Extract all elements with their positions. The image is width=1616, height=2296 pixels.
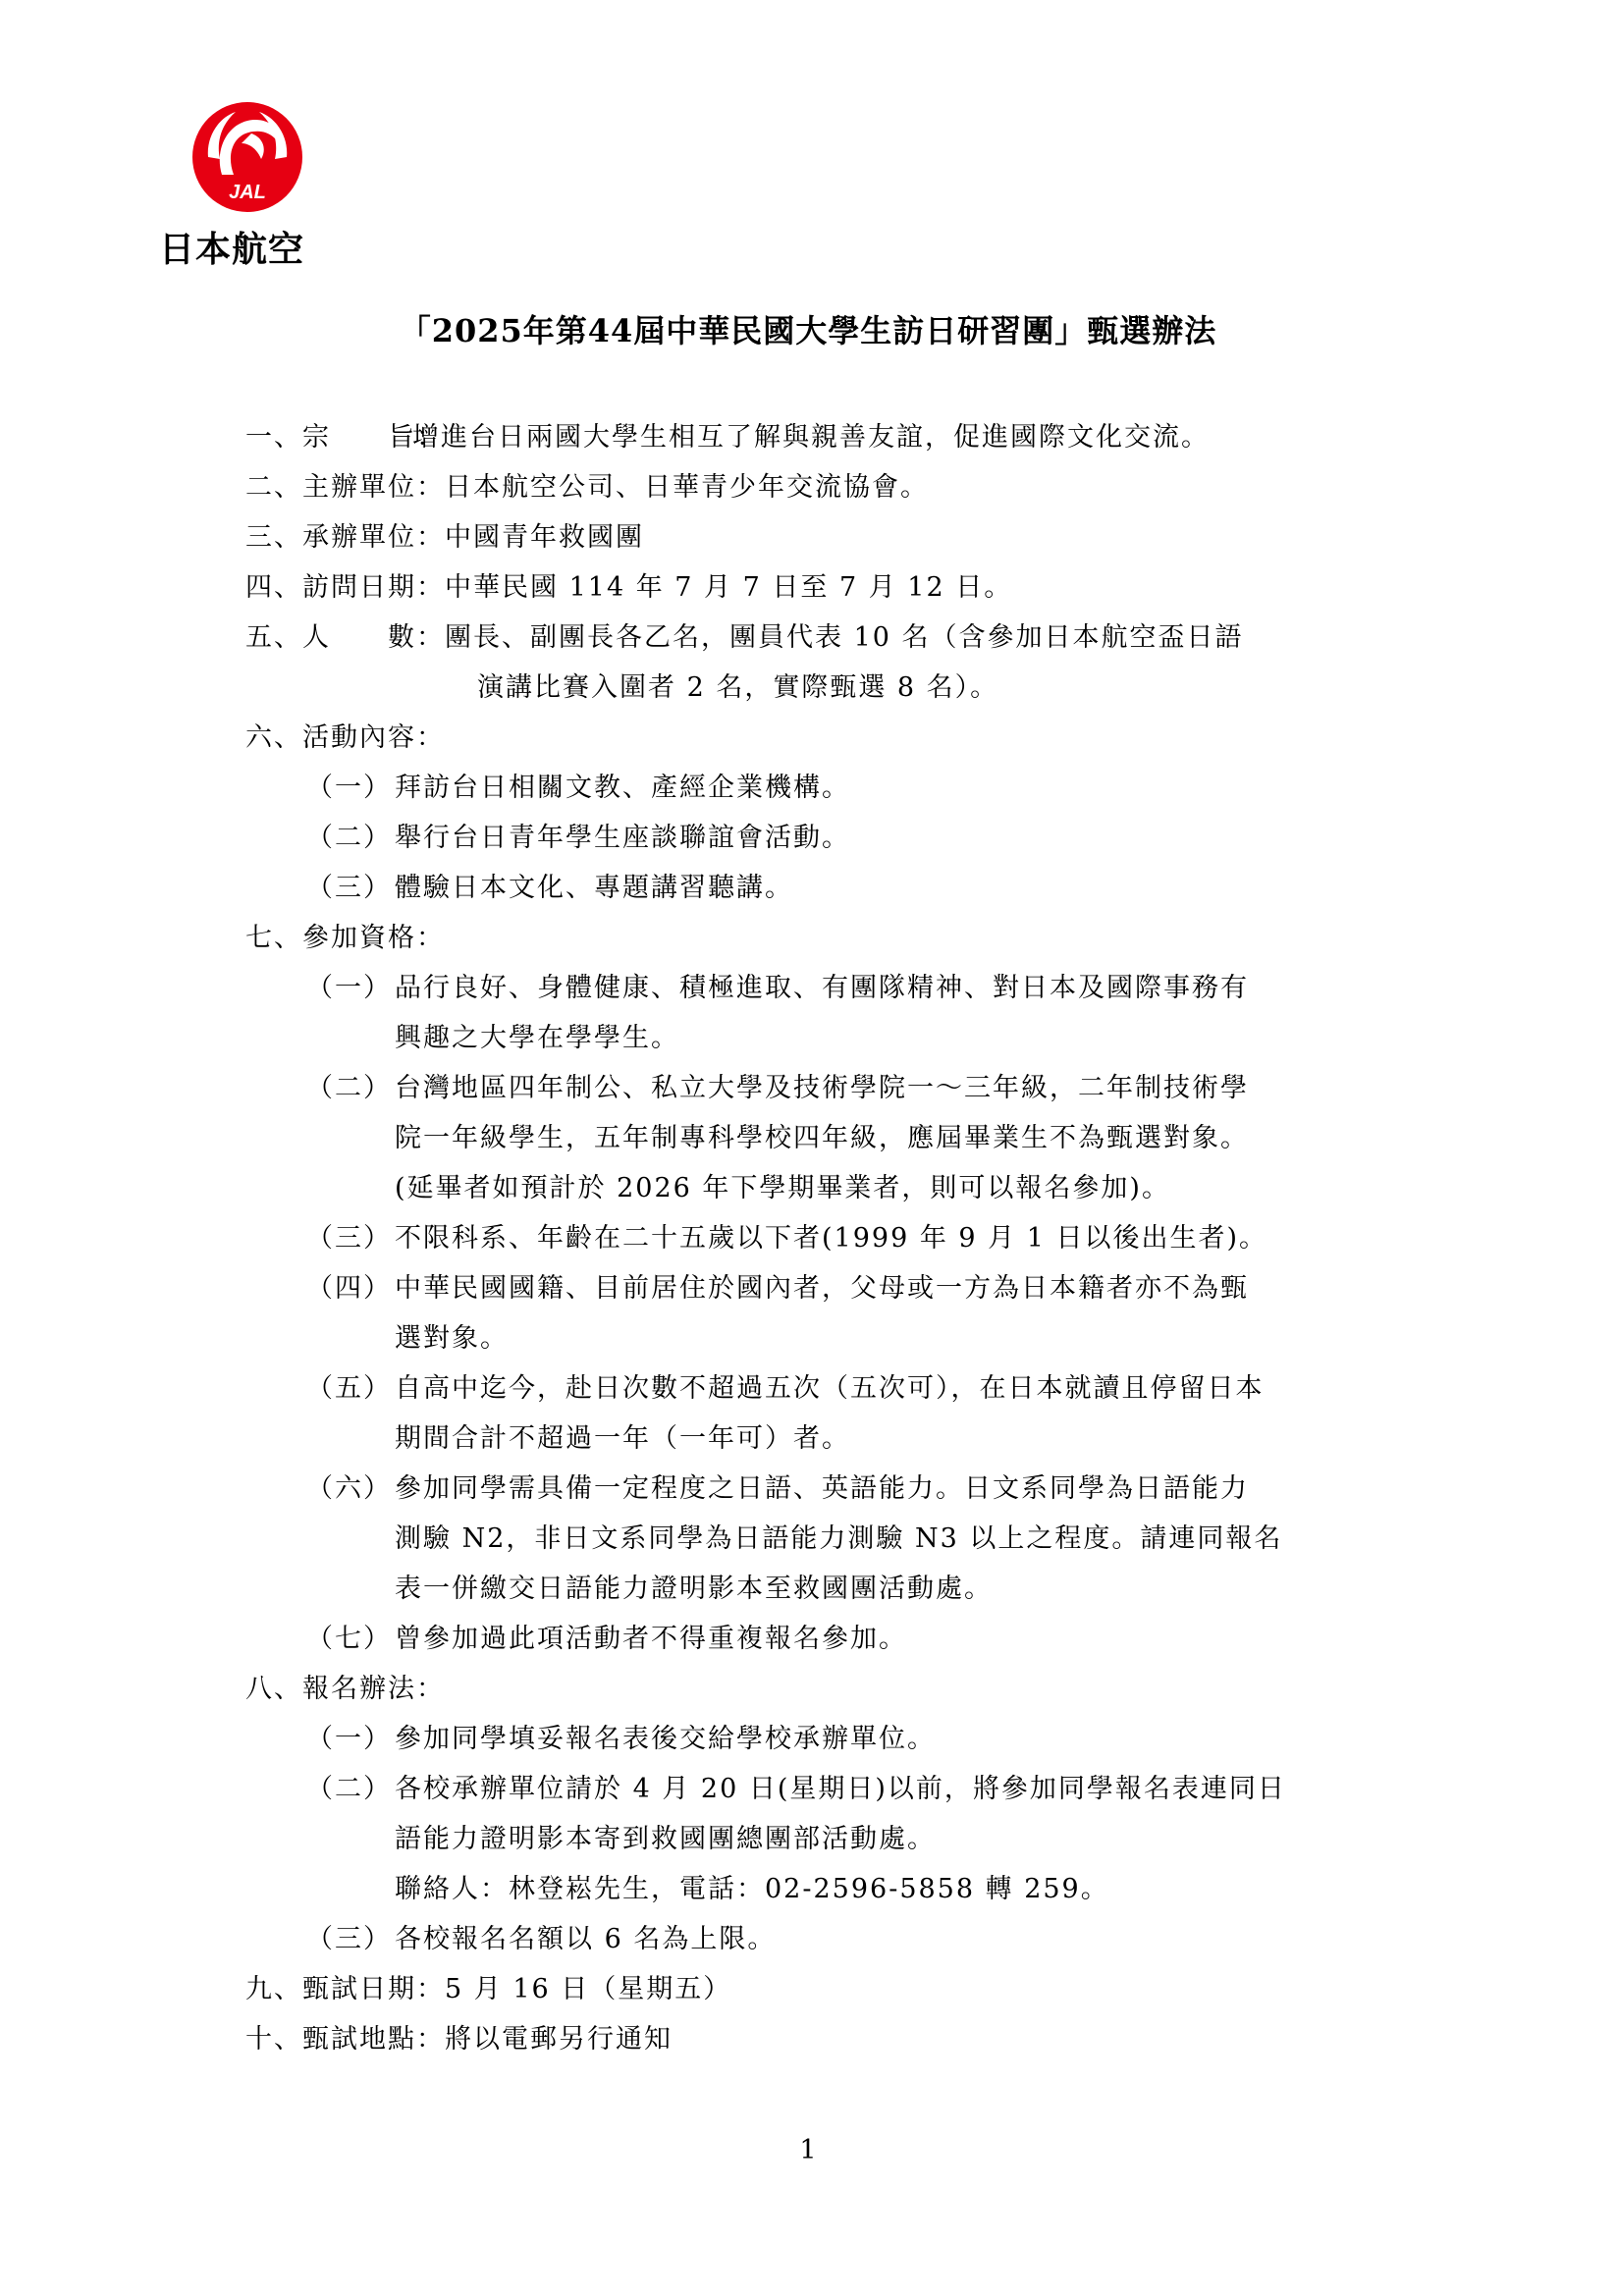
item-text-cont: 興趣之大學在學學生。 <box>395 1023 679 1053</box>
item-text: 曾參加過此項活動者不得重複報名參加。 <box>395 1624 907 1654</box>
section-text: 增進台日兩國大學生相互了解與親善友誼，促進國際文化交流。 <box>412 422 1210 453</box>
list-item <box>245 1914 1404 1964</box>
document-body <box>245 412 1404 2064</box>
item-label: （六） <box>306 1473 392 1504</box>
item-text: 拜訪台日相關文教、產經企業機構。 <box>395 773 850 803</box>
item-label: （七） <box>306 1624 392 1654</box>
page-number: 1 <box>799 2135 817 2165</box>
eligibility-list <box>245 963 1404 1664</box>
item-text: 自高中迄今，赴日次數不超過五次（五次可），在日本就讀且停留日本 <box>395 1373 1265 1404</box>
eligibility-heading: 七、參加資格： <box>245 923 445 953</box>
section-exam-date <box>245 1964 1404 2014</box>
item-text-cont: 期間合計不超過一年（一年可）者。 <box>395 1423 850 1454</box>
item-label: （一） <box>306 773 392 803</box>
crane-logo-icon <box>189 98 306 216</box>
section-label: 二、主辦單位： <box>245 472 445 503</box>
item-label: （三） <box>306 873 392 903</box>
item-label: （三） <box>306 1924 392 1954</box>
item-text: 各校承辦單位請於 4 月 20 日(星期日)以前，將參加同學報名表連同日 <box>395 1774 1286 1804</box>
section-label: 五、人 數： <box>245 622 445 653</box>
item-text: 參加同學填妥報名表後交給學校承辦單位。 <box>395 1724 936 1754</box>
section-purpose <box>245 412 1404 462</box>
jal-logo <box>159 98 336 272</box>
section-label: 九、甄試日期： <box>245 1974 445 2004</box>
list-item <box>245 863 1404 913</box>
list-item <box>245 1764 1404 1814</box>
section-text: 團長、副團長各乙名，團員代表 10 名（含參加日本航空盃日語 <box>445 622 1244 653</box>
logo-mark-text: JAL <box>229 182 266 203</box>
item-label: （一） <box>306 1724 392 1754</box>
item-label: （二） <box>306 1073 392 1103</box>
list-item <box>245 1614 1404 1664</box>
list-item <box>245 1363 1404 1414</box>
list-item <box>245 1714 1404 1764</box>
item-text-cont: 表一併繳交日語能力證明影本至救國團活動處。 <box>395 1574 993 1604</box>
item-text: 台灣地區四年制公、私立大學及技術學院一～三年級，二年制技術學 <box>395 1073 1249 1103</box>
item-text: 各校報名名額以 6 名為上限。 <box>395 1924 777 1954</box>
item-label: （二） <box>306 1774 392 1804</box>
registration-heading: 八、報名辦法： <box>245 1674 445 1704</box>
activities-list <box>245 763 1404 913</box>
section-label: 一、宗 旨： <box>245 422 445 453</box>
section-visit-dates <box>245 562 1404 613</box>
section-label: 三、承辦單位： <box>245 522 445 553</box>
item-text: 品行良好、身體健康、積極進取、有團隊精神、對日本及國際事務有 <box>395 973 1249 1003</box>
list-item <box>245 1063 1404 1113</box>
section-text: 5 月 16 日（星期五） <box>445 1974 732 2004</box>
section-text: 將以電郵另行通知 <box>445 2024 673 2055</box>
list-item <box>245 963 1404 1013</box>
item-text-cont: 院一年級學生，五年制專科學校四年級，應屆畢業生不為甄選對象。 <box>395 1123 1249 1153</box>
section-label: 十、甄試地點： <box>245 2024 445 2055</box>
item-label: （三） <box>306 1223 392 1254</box>
list-item <box>245 1213 1404 1263</box>
item-text: 參加同學需具備一定程度之日語、英語能力。日文系同學為日語能力 <box>395 1473 1249 1504</box>
item-label: （二） <box>306 823 392 853</box>
section-exam-location <box>245 2014 1404 2064</box>
section-headcount <box>245 613 1404 663</box>
item-text-cont: 選對象。 <box>395 1323 509 1354</box>
section-text: 中華民國 114 年 7 月 7 日至 7 月 12 日。 <box>445 572 1013 603</box>
item-label: （四） <box>306 1273 392 1304</box>
section-text: 日本航空公司、日華青少年交流協會。 <box>445 472 929 503</box>
document-title: 「2025年第44屆中華民國大學生訪日研習團」甄選辦法 <box>399 312 1217 349</box>
item-text-cont: 測驗 N2，非日文系同學為日語能力測驗 N3 以上之程度。請連同報名 <box>395 1523 1283 1554</box>
item-text-cont: 語能力證明影本寄到救國團總團部活動處。 <box>395 1824 936 1854</box>
item-text: 中華民國國籍、目前居住於國內者，父母或一方為日本籍者亦不為甄 <box>395 1273 1249 1304</box>
list-item <box>245 1263 1404 1313</box>
section-host <box>245 512 1404 562</box>
item-text-cont: 聯絡人：林登崧先生，電話：02-2596-5858 轉 259。 <box>395 1874 1109 1904</box>
brand-name: 日本航空 <box>159 230 305 270</box>
item-text: 舉行台日青年學生座談聯誼會活動。 <box>395 823 850 853</box>
section-organizer <box>245 462 1404 512</box>
list-item <box>245 1464 1404 1514</box>
section-headcount-cont: 演講比賽入圍者 2 名，實際甄選 8 名）。 <box>477 672 999 703</box>
item-text-cont: (延畢者如預計於 2026 年下學期畢業者，則可以報名參加)。 <box>395 1173 1170 1203</box>
activities-heading: 六、活動內容： <box>245 722 445 753</box>
list-item <box>245 763 1404 813</box>
item-label: （五） <box>306 1373 392 1404</box>
section-text: 中國青年救國團 <box>445 522 644 553</box>
list-item <box>245 813 1404 863</box>
section-label: 四、訪問日期： <box>245 572 445 603</box>
item-text: 不限科系、年齡在二十五歲以下者(1999 年 9 月 1 日以後出生者)。 <box>395 1223 1268 1254</box>
registration-list <box>245 1714 1404 1964</box>
item-label: （一） <box>306 973 392 1003</box>
item-text: 體驗日本文化、專題講習聽講。 <box>395 873 793 903</box>
